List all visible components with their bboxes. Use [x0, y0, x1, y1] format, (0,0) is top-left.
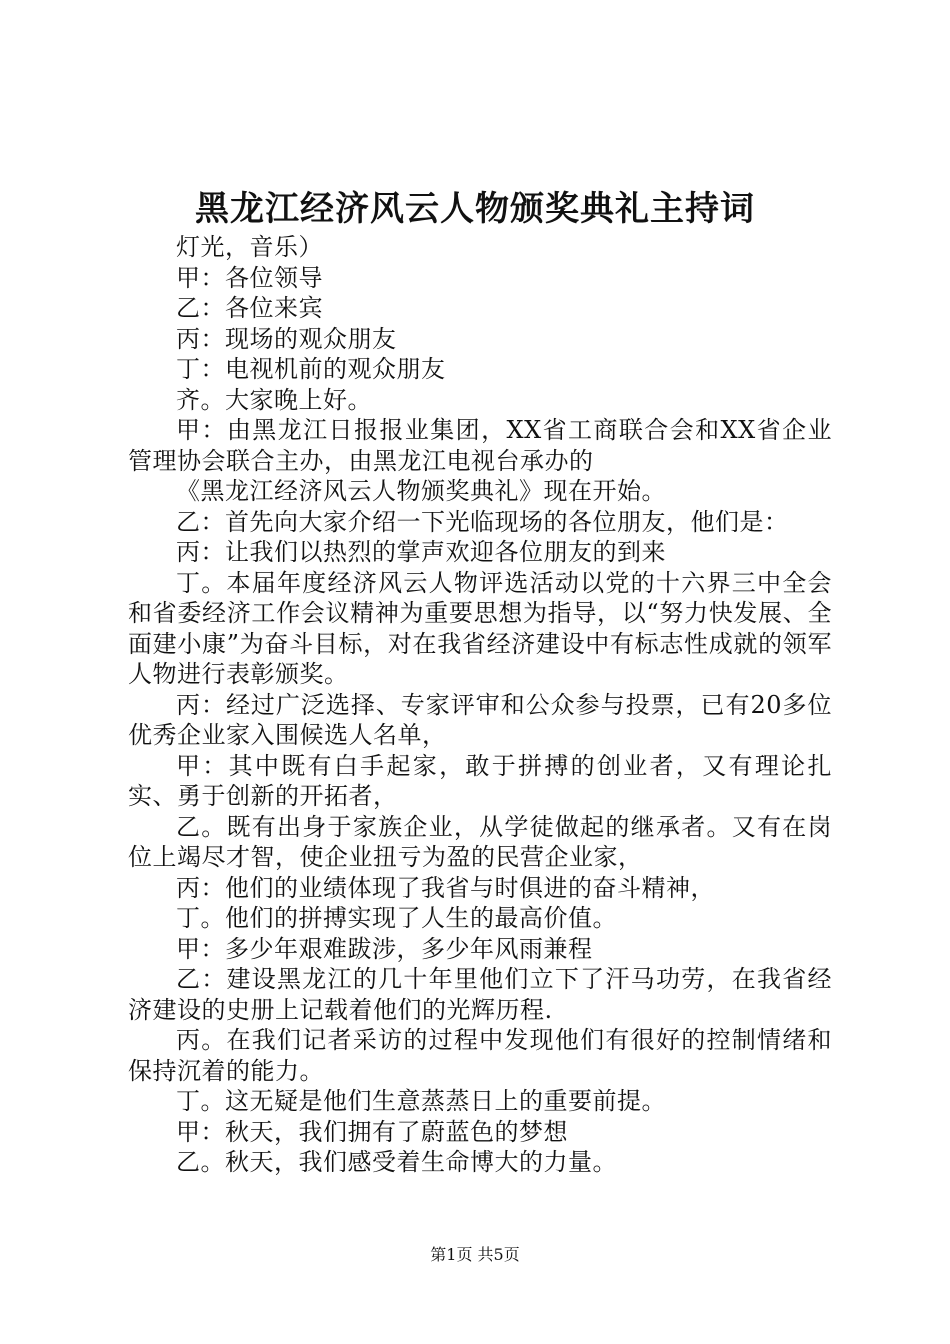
paragraph: 丙。在我们记者采访的过程中发现他们有很好的控制情绪和保持沉着的能力。: [128, 1026, 832, 1085]
paragraph: 丙：经过广泛选择、专家评审和公众参与投票，已有20多位优秀企业家入围候选人名单，: [128, 690, 832, 749]
paragraph: 乙：首先向大家介绍一下光临现场的各位朋友，他们是：: [176, 507, 789, 536]
paragraph: 乙。秋天，我们感受着生命博大的力量。: [176, 1148, 617, 1176]
paragraph: 丁。这无疑是他们生意蒸蒸日上的重要前提。: [176, 1087, 666, 1115]
document-body: [128, 232, 832, 1178]
paragraph: 丁。本届年度经济风云人物评选活动以党的十六界三中全会和省委经济工作会议精神为重要思想为指导，以“努力快发展、全面建小康”为奋斗目标，对在我省经济建设中有标志性成就的领军人物进行表彰颁奖。: [128, 568, 832, 688]
paragraph: 甲：各位领导: [176, 263, 323, 292]
paragraph: 乙：建设黑龙江的几十年里他们立下了汗马功劳，在我省经济建设的史册上记载着他们的光辉历程.: [128, 965, 832, 1024]
paragraph: 丁：电视机前的观众朋友: [176, 355, 446, 383]
paragraph: 甲：秋天，我们拥有了蔚蓝色的梦想: [176, 1117, 568, 1146]
paragraph: 丙：现场的观众朋友: [176, 324, 397, 353]
paragraph: 甲：由黑龙江日报报业集团，XX省工商联合会和XX省企业管理协会联合主办，由黑龙江电视台承办的: [128, 416, 832, 475]
document-title: 黑龙江经济风云人物颁奖典礼主持词: [195, 189, 755, 229]
paragraph: 灯光，音乐）: [176, 233, 323, 261]
paragraph: 《黑龙江经济风云人物颁奖典礼》现在开始。: [176, 477, 666, 505]
paragraph: 甲：其中既有白手起家，敢于拼搏的创业者，又有理论扎实、勇于创新的开拓者，: [128, 751, 832, 810]
paragraph: 丙：让我们以热烈的掌声欢迎各位朋友的到来: [176, 538, 666, 566]
paragraph: 乙：各位来宾: [176, 294, 323, 322]
page-number-footer: 第1页 共5页: [430, 1245, 520, 1264]
paragraph: 丙：他们的业绩体现了我省与时俱进的奋斗精神，: [176, 873, 715, 902]
paragraph: 甲：多少年艰难跋涉，多少年风雨兼程: [176, 934, 593, 963]
paragraph: 乙。既有出身于家族企业，从学徒做起的继承者。又有在岗位上竭尽才智，使企业扭亏为盈的民营企业家，: [128, 812, 832, 871]
paragraph: 丁。他们的拼搏实现了人生的最高价值。: [176, 904, 617, 932]
paragraph: 齐。大家晚上好。: [176, 385, 372, 414]
